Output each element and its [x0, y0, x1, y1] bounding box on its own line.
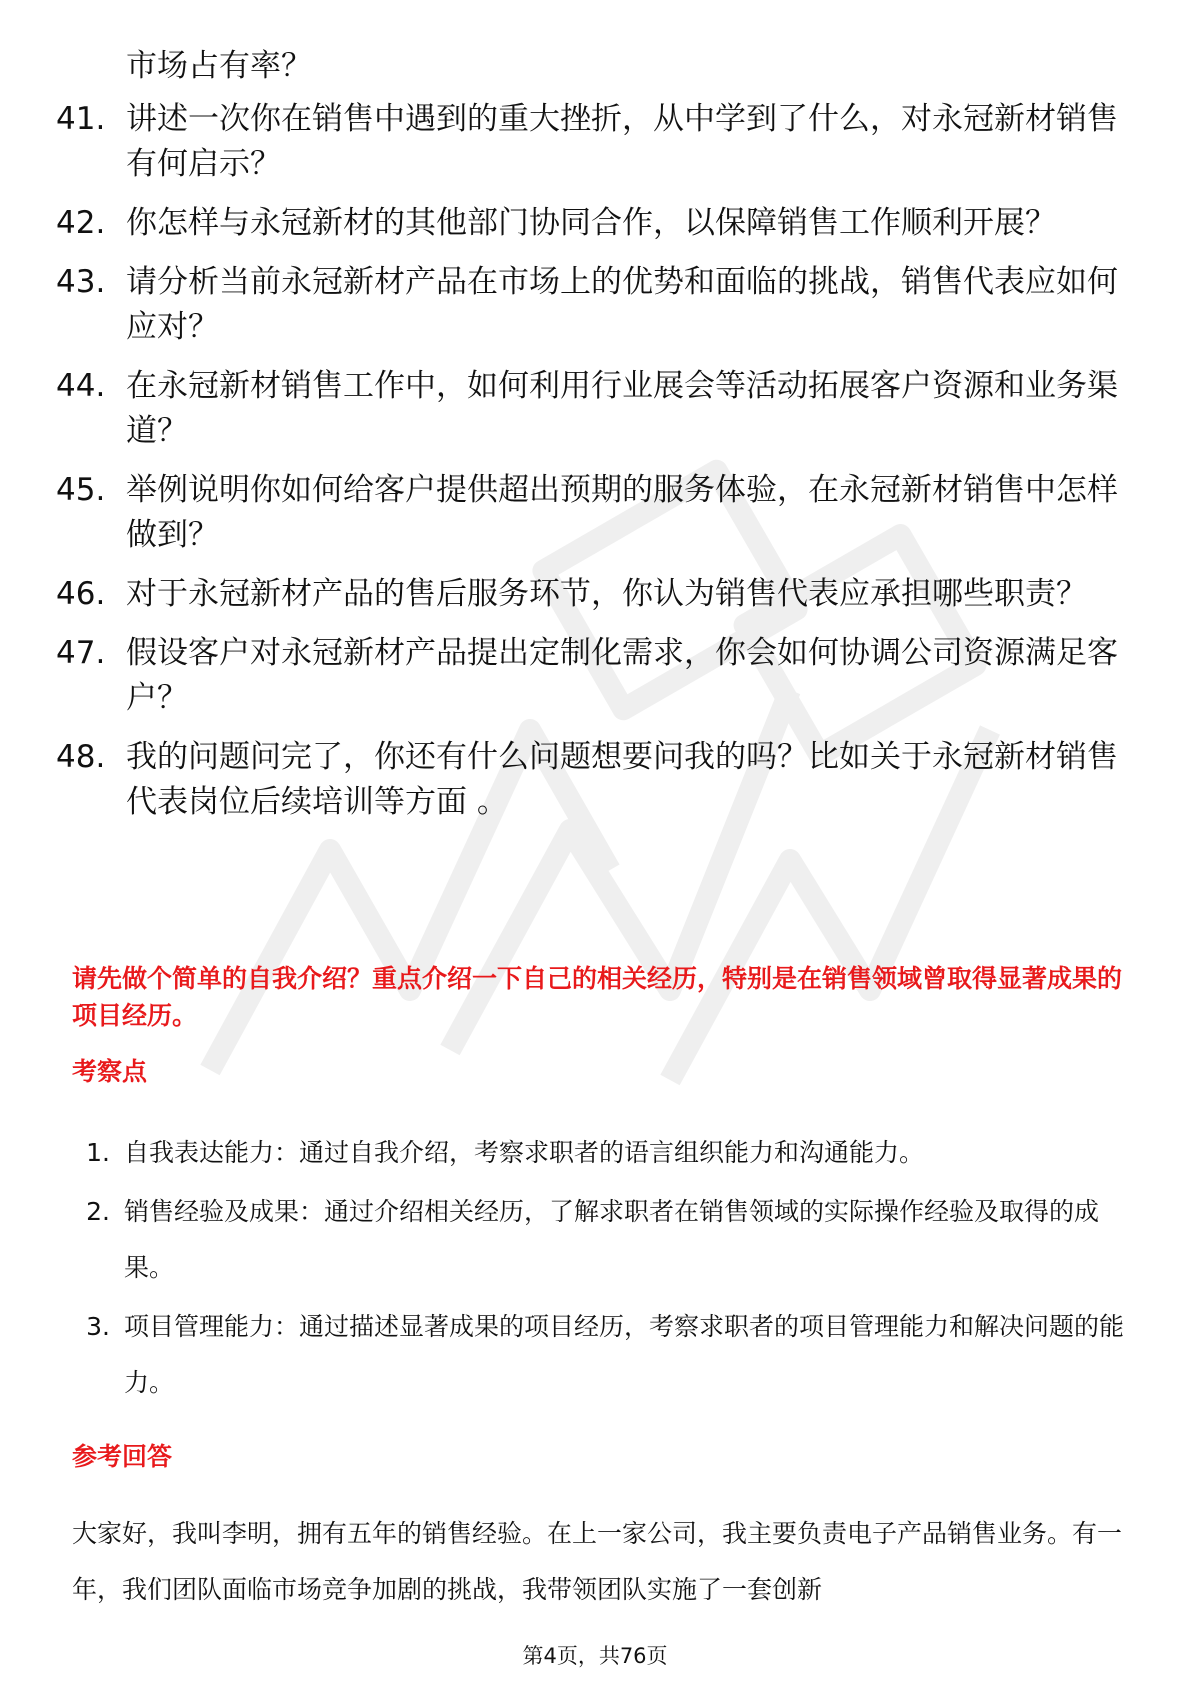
- question-item: [56, 572, 1136, 617]
- question-item: [56, 735, 1136, 825]
- question-number: 41.: [56, 101, 106, 137]
- point-text: 项目管理能力：通过描述显著成果的项目经历，考察求职者的项目管理能力和解决问题的能力。: [124, 1312, 1125, 1397]
- point-text: 销售经验及成果：通过介绍相关经历，了解求职者在销售领域的实际操作经验及取得的成果。: [124, 1197, 1100, 1282]
- question-item: [56, 631, 1136, 721]
- reference-answer: 大家好，我叫李明，拥有五年的销售经验。在上一家公司，我主要负责电子产品销售业务。有一年，我们团队面临市场竞争加剧的挑战，我带领团队实施了一套创新: [72, 1519, 1123, 1604]
- assessment-points: [72, 1125, 1142, 1414]
- reference-heading: 参考回答: [72, 1442, 173, 1471]
- point-number: 1.: [86, 1138, 110, 1167]
- page-footer: 第4页，共76页: [522, 1644, 668, 1668]
- question-list: [56, 44, 1136, 839]
- question-item: [56, 201, 1136, 246]
- question-item: [56, 364, 1136, 454]
- question-number: 46.: [56, 576, 106, 612]
- point-number: 2.: [86, 1197, 110, 1226]
- question-text: 讲述一次你在销售中遇到的重大挫折，从中学到了什么，对永冠新材销售有何启示？: [126, 101, 1118, 182]
- question-text: 你怎样与永冠新材的其他部门协同合作，以保障销售工作顺利开展？: [126, 205, 1056, 241]
- question-text: 在永冠新材销售工作中，如何利用行业展会等活动拓展客户资源和业务渠道？: [126, 368, 1118, 449]
- point-text: 自我表达能力：通过自我介绍，考察求职者的语言组织能力和沟通能力。: [124, 1138, 925, 1167]
- question-text: 举例说明你如何给客户提供超出预期的服务体验，在永冠新材销售中怎样做到？: [126, 472, 1118, 553]
- point-number: 3.: [86, 1312, 110, 1341]
- assessment-heading: 考察点: [72, 1057, 148, 1086]
- question-text: 对于永冠新材产品的售后服务环节，你认为销售代表应承担哪些职责？: [126, 576, 1087, 612]
- question-number: 43.: [56, 264, 106, 300]
- question-text: 请分析当前永冠新材产品在市场上的优势和面临的挑战，销售代表应如何应对？: [126, 264, 1118, 345]
- question-number: 47.: [56, 635, 106, 671]
- assessment-point: [72, 1125, 1142, 1181]
- question-number: 42.: [56, 205, 106, 241]
- featured-question: 请先做个简单的自我介绍？重点介绍一下自己的相关经历，特别是在销售领域曾取得显著成果的项目经历。: [72, 964, 1123, 1030]
- question-text: 我的问题问完了，你还有什么问题想要问我的吗？比如关于永冠新材销售代表岗位后续培训等方面 。: [126, 739, 1118, 820]
- assessment-point: [72, 1184, 1142, 1296]
- question-text: 假设客户对永冠新材产品提出定制化需求，你会如何协调公司资源满足客户？: [126, 635, 1118, 716]
- question-number: 45.: [56, 472, 106, 508]
- assessment-point: [72, 1299, 1142, 1411]
- question-item: [56, 468, 1136, 558]
- question-continuation: 市场占有率？: [126, 48, 312, 84]
- question-item: [56, 260, 1136, 350]
- question-number: 48.: [56, 739, 106, 775]
- question-item: [56, 97, 1136, 187]
- question-number: 44.: [56, 368, 106, 404]
